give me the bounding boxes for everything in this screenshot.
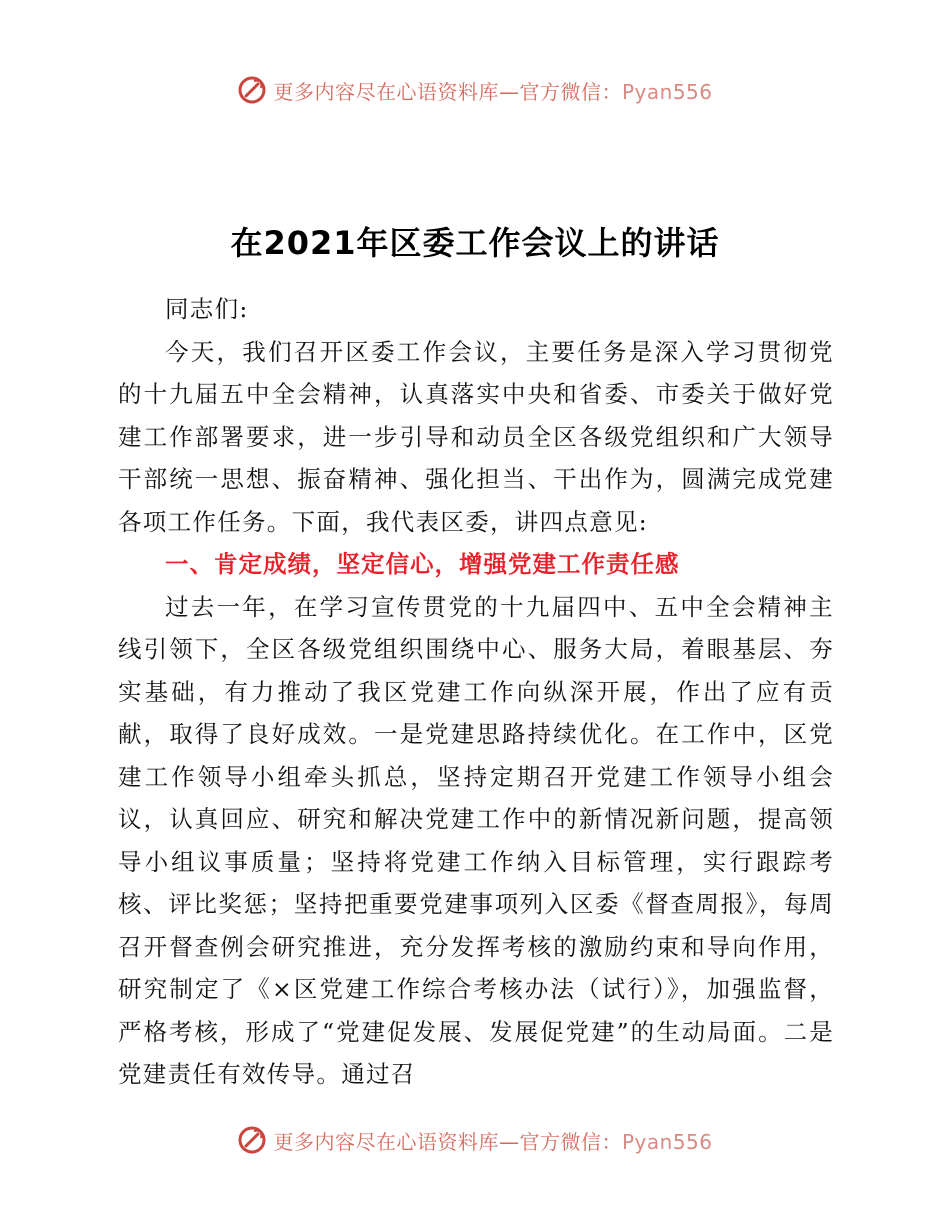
document-title: 在2021年区委工作会议上的讲话 — [230, 224, 720, 262]
footer-watermark-banner — [0, 1120, 950, 1160]
watermark-text: 更多内容尽在心语资料库—官方微信：Pyan556 — [273, 1129, 713, 1154]
quill-seal-icon — [237, 75, 267, 105]
section-paragraph: 过去一年，在学习宣传贯党的十九届四中、五中全会精神主线引领下，全区各级党组织围绕中心、服务大局，着眼基层、夯实基础，有力推动了我区党建工作向纵深开展，作出了应有贡献，取得了良好成效。一是党建思路持续优化。在工作中，区党建工作领导小组牵头抓总，坚持定期召开党建工作领导小组会议，认真回应、研究和解决党建工作中的新情况新问题，提高领导小组议事质量；坚持将党建工作纳入目标管理，实行跟踪考核、评比奖惩；坚持把重要党建事项列入区委《督查周报》，每周召开督查例会研究推进，充分发挥考核的激励约束和导向作用，研究制定了《×区党建工作综合考核办法（试行）》，加强监督，严格考核，形成了“党建促发展、发展促党建”的生动局面。二是党建责任有效传导。通过召 — [118, 592, 834, 1088]
header-watermark-banner — [0, 70, 950, 110]
intro-paragraph: 今天，我们召开区委工作会议，主要任务是深入学习贯彻党的十九届五中全会精神，认真落实中央和省委、市委关于做好党建工作部署要求，进一步引导和动员全区各级党组织和广大领导干部统一思想、振奋精神、强化担当、干出作为，圆满完成党建各项工作任务。下面，我代表区委，讲四点意见: — [118, 337, 834, 536]
quill-seal-icon — [237, 1125, 267, 1155]
wechat-id: Pyan556 — [621, 79, 713, 104]
section-heading: 一、肯定成绩，坚定信心，增强党建工作责任感 — [165, 550, 680, 578]
wechat-id: Pyan556 — [621, 1129, 713, 1154]
document-body — [118, 288, 834, 1096]
watermark-text: 更多内容尽在心语资料库—官方微信：Pyan556 — [273, 79, 713, 104]
salutation: 同志们: — [165, 295, 249, 323]
